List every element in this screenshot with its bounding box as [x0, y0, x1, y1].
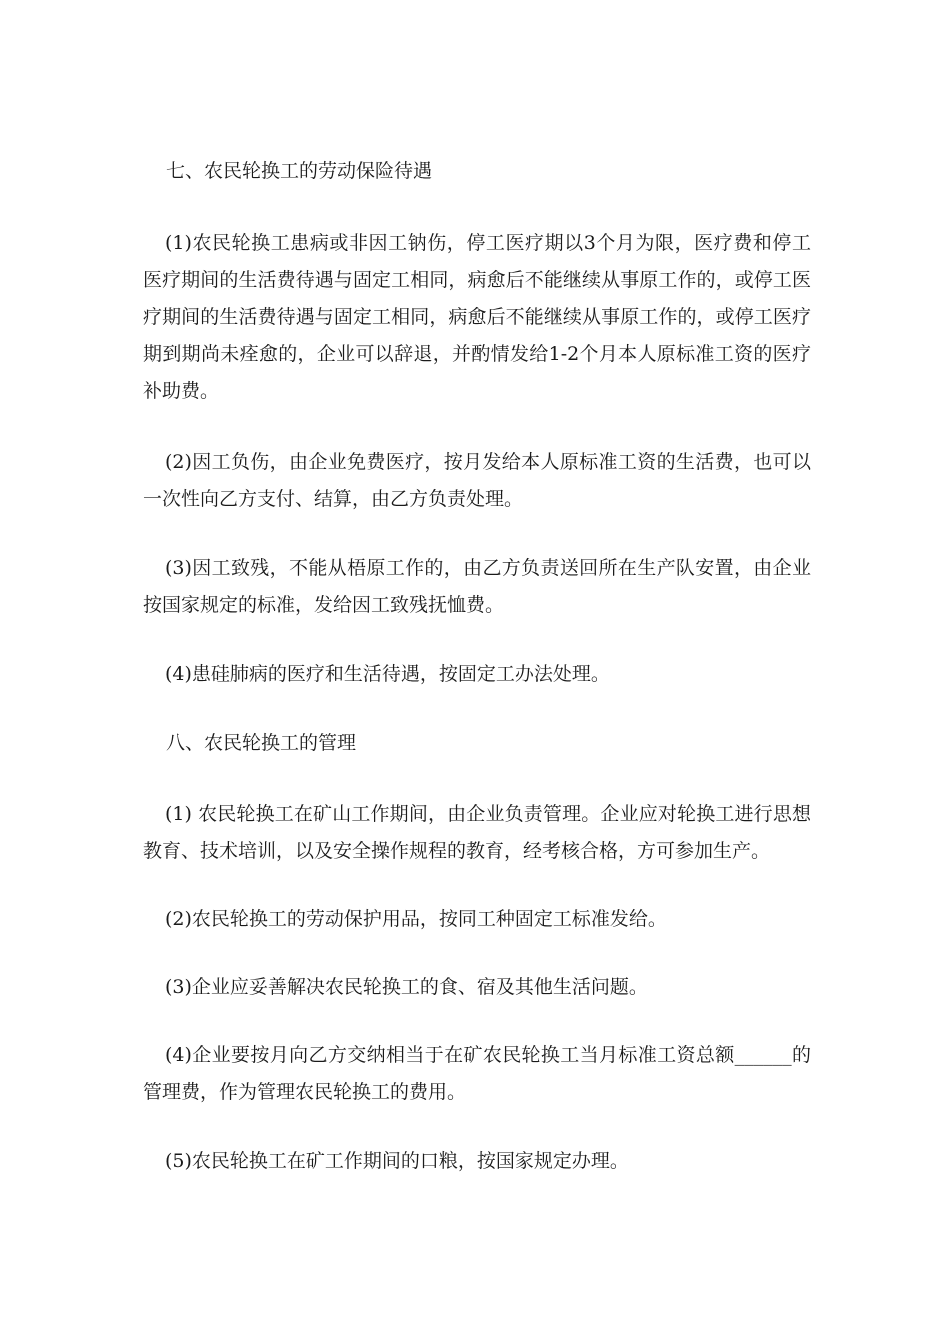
- paragraph-8-1: (1) 农民轮换工在矿山工作期间，由企业负责管理。企业应对轮换工进行思想教育、技术培训，以及安全操作规程的教育，经考核合格，方可参加生产。: [143, 803, 811, 862]
- paragraph-7-4: (4)患硅肺病的医疗和生活待遇，按固定工办法处理。: [165, 663, 610, 685]
- paragraph-7-2: (2)因工负伤，由企业免费医疗，按月发给本人原标准工资的生活费，也可以一次性向乙方支付、结算，由乙方负责处理。: [143, 451, 811, 510]
- paragraph-7-3: (3)因工致残，不能从梧原工作的，由乙方负责送回所在生产队安置，由企业按国家规定的标准，发给因工致残抚恤费。: [143, 557, 811, 616]
- paragraph-8-4: (4)企业要按月向乙方交纳相当于在矿农民轮换工当月标准工资总额______的管理费，作为管理农民轮换工的费用。: [143, 1044, 811, 1103]
- paragraph-8-2: (2)农民轮换工的劳动保护用品，按同工种固定工标准发给。: [165, 908, 667, 930]
- section-heading-7: 七、农民轮换工的劳动保险待遇: [166, 160, 433, 182]
- paragraph-8-5: (5)农民轮换工在矿工作期间的口粮，按国家规定办理。: [165, 1150, 629, 1172]
- section-heading-8: 八、农民轮换工的管理: [166, 732, 357, 754]
- paragraph-8-3: (3)企业应妥善解决农民轮换工的食、宿及其他生活问题。: [165, 976, 648, 998]
- paragraph-7-1: (1)农民轮换工患病或非因工钠伤，停工医疗期以3个月为限，医疗费和停工医疗期间的生活费待遇与固定工相同，病愈后不能继续从事原工作的，或停工医疗期间的生活费待遇与固定工相同，病愈后不能继续从事原工作的，或停工医疗期到期尚未痊愈的，企业可以辞退，并酌情发给1-2个月本人原标准工资的医疗补助费。: [143, 232, 811, 402]
